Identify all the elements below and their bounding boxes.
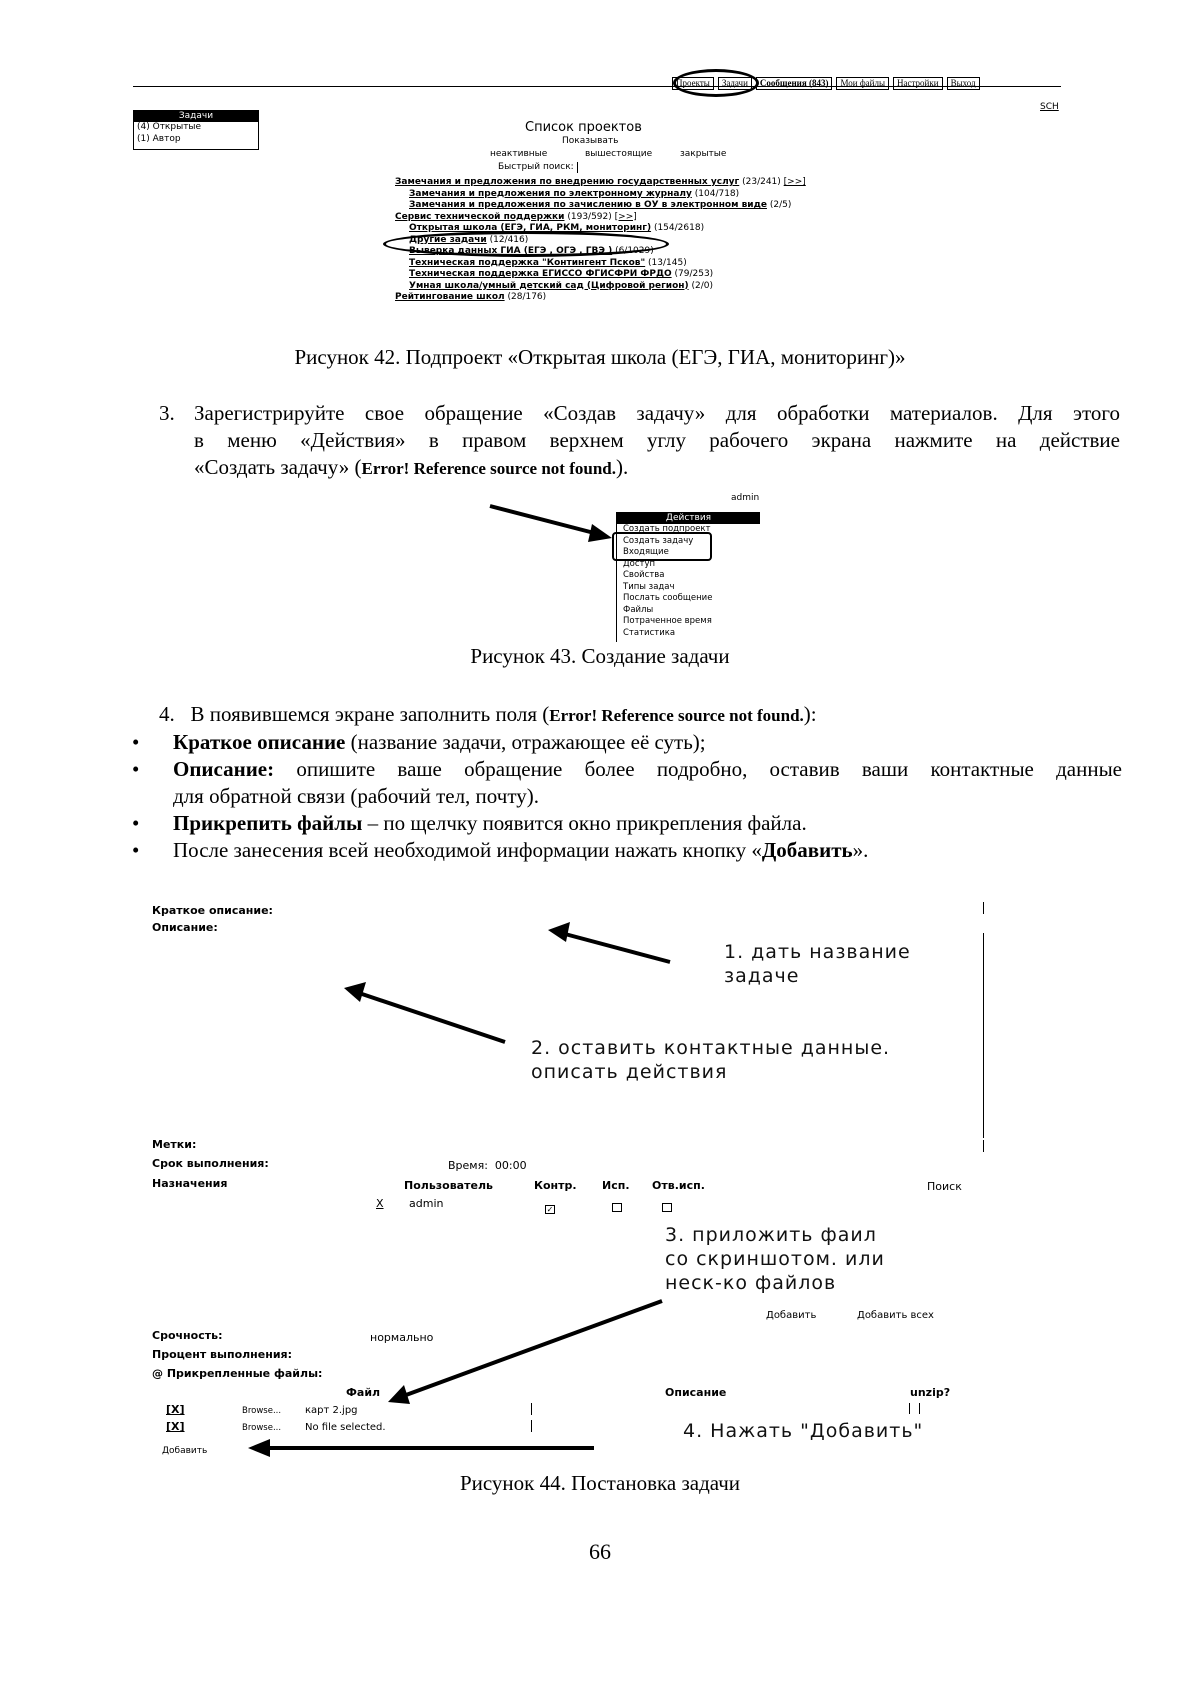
tab-tasks[interactable]: Задачи: [718, 77, 752, 90]
step3-line3: «Создать задачу» (Error! Reference source not found.).: [194, 455, 629, 479]
menu-inbox[interactable]: Входящие: [623, 547, 669, 557]
add-all-link[interactable]: Добавить всех: [857, 1310, 934, 1321]
col-unzip: unzip?: [910, 1386, 951, 1399]
filter-parent[interactable]: вышестоящие: [585, 149, 653, 159]
menu-task-types[interactable]: Типы задач: [623, 581, 675, 592]
project-row[interactable]: Замечания и предложения по внедрению государственных услуг (23/241) [>>]: [395, 177, 806, 187]
add-task-button[interactable]: Добавить: [162, 1446, 208, 1456]
tasks-box-title: Задачи: [134, 111, 258, 122]
figure-42-caption: Рисунок 42. Подпроект «Открытая школа (ЕГЭ, ГИА, мониторинг)»: [294, 345, 906, 369]
ctrl-checkbox[interactable]: ✓: [546, 1205, 554, 1214]
col-ctrl: Контр.: [534, 1179, 577, 1192]
annotation-1: 1. дать название задаче: [724, 941, 911, 987]
time-value[interactable]: 00:00: [494, 1159, 527, 1172]
tasks-author-link[interactable]: (1) Автор: [137, 133, 181, 144]
deadline-label: Срок выполнения:: [152, 1157, 269, 1170]
menu-send-message[interactable]: Послать сообщение: [623, 593, 713, 603]
step3-line1: Зарегистрируйте свое обращение «Создав задачу» для обработки материалов. Для этого: [194, 401, 1120, 425]
browse-button-2[interactable]: Browse...: [242, 1423, 282, 1433]
tab-settings[interactable]: Настройки: [893, 77, 943, 90]
remove-assignee[interactable]: X: [376, 1197, 384, 1210]
step3-number: 3.: [159, 401, 175, 425]
urgency-label: Срочность:: [152, 1329, 223, 1342]
project-row[interactable]: Замечания и предложения по электронному журналу (104/718): [409, 188, 740, 199]
search-link[interactable]: Поиск: [927, 1180, 962, 1193]
fig43-user: admin: [731, 493, 760, 503]
menu-properties[interactable]: Свойства: [623, 570, 665, 580]
project-row[interactable]: Техническая поддержка "Контингент Псков" (13/145): [409, 257, 687, 268]
attached-files-label: @ Прикрепленные файлы:: [152, 1367, 323, 1380]
bullet-short-desc: • Краткое описание (название задачи, отражающее её суть);: [132, 730, 706, 754]
step4-intro: 4. В появившемся экране заполнить поля (Error! Reference source not found.):: [159, 702, 817, 726]
tab-messages[interactable]: Сообщения (843): [756, 77, 833, 90]
actions-menu-title: Действия: [617, 512, 760, 524]
desc-label: Описание:: [152, 921, 218, 934]
bullet-add: • После занесения всей необходимой информации нажать кнопку «Добавить».: [132, 838, 869, 862]
file-name-1: карт 2.jpg: [305, 1405, 358, 1416]
project-row[interactable]: Рейтингование школ (28/176): [395, 292, 547, 302]
filter-inactive[interactable]: неактивные: [490, 149, 548, 159]
tags-label: Метки:: [152, 1138, 197, 1151]
menu-access[interactable]: Доступ: [623, 558, 656, 569]
menu-time-spent[interactable]: Потраченное время: [623, 616, 712, 626]
show-label: Показывать: [562, 136, 619, 146]
project-row[interactable]: Техническая поддержка ЕГИССО ФГИСФРИ ФРДО (79/253): [409, 269, 714, 279]
error-reference: Error! Reference source not found.: [549, 706, 804, 725]
figure-44-caption: Рисунок 44. Постановка задачи: [459, 1471, 741, 1495]
menu-create-subproject[interactable]: Создать подпроект: [623, 524, 711, 534]
col-description: Описание: [665, 1386, 727, 1399]
annotation-4: 4. Нажать "Добавить": [683, 1420, 924, 1442]
project-row[interactable]: Выверка данных ГИА (ЕГЭ , ОГЭ , ГВЭ ) (6/1029): [409, 246, 654, 256]
col-resp: Отв.исп.: [652, 1179, 705, 1192]
project-row[interactable]: Другие задачи (12/416): [409, 234, 529, 245]
project-row[interactable]: Сервис технической поддержки (193/592) [>>]: [395, 211, 637, 222]
assign-label: Назначения: [152, 1177, 228, 1190]
file-remove-1[interactable]: [X]: [166, 1403, 185, 1416]
user-link[interactable]: SCH: [1040, 102, 1059, 112]
project-list-title: Список проектов: [525, 120, 642, 135]
menu-statistics[interactable]: Статистика: [623, 627, 676, 638]
tasks-open-link[interactable]: (4) Открытые: [137, 122, 202, 132]
annotation-3: 3. приложить фаил со скриншотом. или неск-ко файлов: [665, 1224, 885, 1294]
filter-closed[interactable]: закрытые: [680, 149, 727, 159]
urgency-select[interactable]: нормально: [370, 1331, 434, 1344]
menu-files[interactable]: Файлы: [623, 604, 654, 615]
error-reference: Error! Reference source not found.: [361, 459, 616, 478]
menu-create-task[interactable]: Создать задачу: [623, 535, 694, 546]
project-row-open-school[interactable]: Открытая школа (ЕГЭ, ГИА, РКМ, мониторинг) (154/2618): [409, 223, 705, 233]
project-row[interactable]: Замечания и предложения по зачислению в ОУ в электронном виде (2/5): [409, 200, 792, 210]
percent-label: Процент выполнения:: [152, 1348, 293, 1361]
file-name-2: No file selected.: [305, 1422, 386, 1433]
step3-line2: в меню «Действия» в правом верхнем углу рабочего экрана нажмите на действие: [194, 428, 1120, 452]
bullet-attach: • Прикрепить файлы – по щелчку появится окно прикрепления файла.: [132, 811, 807, 835]
project-row[interactable]: Умная школа/умный детский сад (Цифровой регион) (2/0): [409, 280, 714, 291]
tab-projects[interactable]: Проекты: [672, 77, 714, 90]
tab-exit[interactable]: Выход: [947, 77, 980, 90]
col-file: Файл: [346, 1386, 381, 1399]
bullet-desc-cont: для обратной связи (рабочий тел, почту).: [173, 784, 539, 808]
figure-43-caption: Рисунок 43. Создание задачи: [470, 644, 730, 668]
col-exec: Исп.: [602, 1179, 630, 1192]
annotation-2: 2. оставить контактные данные. описать действия: [531, 1037, 891, 1083]
quick-search-label: Быстрый поиск:: [498, 162, 574, 172]
add-assignee-link[interactable]: Добавить: [766, 1310, 817, 1321]
col-user: Пользователь: [404, 1179, 493, 1192]
file-remove-2[interactable]: [X]: [166, 1420, 185, 1433]
assignee-name: admin: [409, 1197, 444, 1210]
browse-button-1[interactable]: Browse...: [242, 1406, 282, 1416]
short-desc-label: Краткое описание:: [152, 904, 273, 917]
tab-my-files[interactable]: Мои файлы: [836, 77, 889, 90]
bullet-desc: • Описание: опишите ваше обращение более подробно, оставив ваши контактные данные: [132, 757, 1122, 781]
page-number: 66: [589, 1539, 611, 1564]
time-label: Время: 00:00: [448, 1159, 527, 1172]
